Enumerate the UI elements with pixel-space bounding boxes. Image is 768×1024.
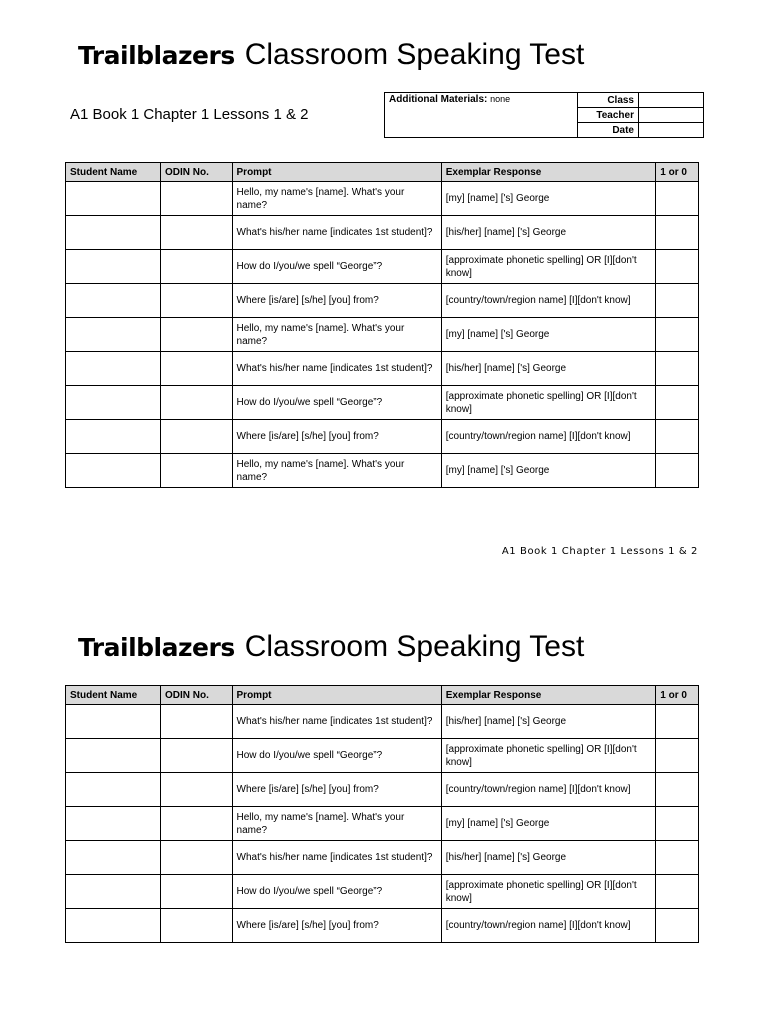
date-field[interactable] [639, 123, 704, 138]
page-footer: A1 Book 1 Chapter 1 Lessons 1 & 2 [501, 546, 698, 557]
table-row [66, 284, 699, 318]
class-label: Class [578, 93, 639, 108]
exemplar-response-cell: [my] [name] ['s] George [441, 182, 656, 216]
student-name-cell[interactable] [66, 352, 161, 386]
odin-number-cell[interactable] [161, 875, 233, 909]
table-row [66, 182, 699, 216]
table-row [66, 216, 699, 250]
odin-number-cell[interactable] [161, 705, 233, 739]
exemplar-response-cell: [his/her] [name] ['s] George [441, 705, 656, 739]
exemplar-response-cell: [my] [name] ['s] George [441, 807, 656, 841]
table-row [66, 909, 699, 943]
brand-logo: Trailblazers [78, 633, 235, 662]
teacher-label: Teacher [578, 108, 639, 123]
speaking-test-table-page1 [65, 162, 699, 488]
prompt-cell: Where [is/are] [s/he] [you] from? [232, 773, 441, 807]
odin-number-cell[interactable] [161, 250, 233, 284]
page-subtitle: A1 Book 1 Chapter 1 Lessons 1 & 2 [70, 106, 309, 123]
prompt-cell: How do I/you/we spell “George”? [232, 875, 441, 909]
column-header-odin-no: ODIN No. [161, 686, 233, 705]
table-row [66, 705, 699, 739]
table-row [66, 386, 699, 420]
prompt-cell: Where [is/are] [s/he] [you] from? [232, 909, 441, 943]
odin-number-cell[interactable] [161, 352, 233, 386]
exemplar-response-cell: [country/town/region name] [I][don't know] [441, 773, 656, 807]
prompt-cell: What's his/her name [indicates 1st student]? [232, 216, 441, 250]
odin-number-cell[interactable] [161, 739, 233, 773]
score-cell[interactable] [656, 705, 699, 739]
exemplar-response-cell: [approximate phonetic spelling] OR [I][don't know] [441, 250, 656, 284]
score-cell[interactable] [656, 352, 699, 386]
score-cell[interactable] [656, 807, 699, 841]
table-row [66, 875, 699, 909]
page1-header [78, 38, 584, 72]
exemplar-response-cell: [approximate phonetic spelling] OR [I][don't know] [441, 875, 656, 909]
additional-materials-label: Additional Materials: [389, 94, 488, 105]
student-name-cell[interactable] [66, 182, 161, 216]
brand-logo: Trailblazers [78, 41, 235, 70]
exemplar-response-cell: [my] [name] ['s] George [441, 454, 656, 488]
table-header-row [66, 686, 699, 705]
table-header-row [66, 163, 699, 182]
exemplar-response-cell: [approximate phonetic spelling] OR [I][don't know] [441, 386, 656, 420]
exemplar-response-cell: [my] [name] ['s] George [441, 318, 656, 352]
column-header-odin-no: ODIN No. [161, 163, 233, 182]
prompt-cell: Hello, my name's [name]. What's your name? [232, 454, 441, 488]
score-cell[interactable] [656, 454, 699, 488]
score-cell[interactable] [656, 875, 699, 909]
additional-materials-cell [385, 93, 578, 138]
materials-info-table [384, 92, 704, 138]
column-header-student-name: Student Name [66, 163, 161, 182]
teacher-field[interactable] [639, 108, 704, 123]
prompt-cell: Hello, my name's [name]. What's your name? [232, 807, 441, 841]
table-row [66, 420, 699, 454]
prompt-cell: What's his/her name [indicates 1st student]? [232, 841, 441, 875]
score-cell[interactable] [656, 773, 699, 807]
class-field[interactable] [639, 93, 704, 108]
exemplar-response-cell: [approximate phonetic spelling] OR [I][don't know] [441, 739, 656, 773]
score-cell[interactable] [656, 318, 699, 352]
table-row [66, 841, 699, 875]
table-row [66, 454, 699, 488]
column-header-prompt: Prompt [232, 163, 441, 182]
table-row [66, 739, 699, 773]
prompt-cell: How do I/you/we spell “George”? [232, 250, 441, 284]
exemplar-response-cell: [his/her] [name] ['s] George [441, 352, 656, 386]
odin-number-cell[interactable] [161, 284, 233, 318]
exemplar-response-cell: [his/her] [name] ['s] George [441, 841, 656, 875]
student-name-cell[interactable] [66, 284, 161, 318]
odin-number-cell[interactable] [161, 841, 233, 875]
prompt-cell: What's his/her name [indicates 1st student]? [232, 705, 441, 739]
student-name-cell[interactable] [66, 909, 161, 943]
prompt-cell: Hello, my name's [name]. What's your name? [232, 182, 441, 216]
score-cell[interactable] [656, 386, 699, 420]
table-row [66, 318, 699, 352]
student-name-cell[interactable] [66, 420, 161, 454]
student-name-cell[interactable] [66, 454, 161, 488]
prompt-cell: What's his/her name [indicates 1st student]? [232, 352, 441, 386]
score-cell[interactable] [656, 216, 699, 250]
speaking-test-table-page2 [65, 685, 699, 943]
score-cell[interactable] [656, 841, 699, 875]
score-cell[interactable] [656, 182, 699, 216]
odin-number-cell[interactable] [161, 216, 233, 250]
odin-number-cell[interactable] [161, 386, 233, 420]
exemplar-response-cell: [country/town/region name] [I][don't know] [441, 909, 656, 943]
exemplar-response-cell: [his/her] [name] ['s] George [441, 216, 656, 250]
score-cell[interactable] [656, 739, 699, 773]
student-name-cell[interactable] [66, 739, 161, 773]
odin-number-cell[interactable] [161, 773, 233, 807]
student-name-cell[interactable] [66, 250, 161, 284]
prompt-cell: How do I/you/we spell “George”? [232, 739, 441, 773]
additional-materials-value: none [490, 94, 511, 104]
odin-number-cell[interactable] [161, 807, 233, 841]
student-name-cell[interactable] [66, 875, 161, 909]
prompt-cell: Hello, my name's [name]. What's your name? [232, 318, 441, 352]
student-name-cell[interactable] [66, 705, 161, 739]
odin-number-cell[interactable] [161, 909, 233, 943]
table-row [66, 250, 699, 284]
prompt-cell: How do I/you/we spell “George”? [232, 386, 441, 420]
odin-number-cell[interactable] [161, 454, 233, 488]
student-name-cell[interactable] [66, 807, 161, 841]
column-header-exemplar-response: Exemplar Response [441, 686, 656, 705]
student-name-cell[interactable] [66, 841, 161, 875]
student-name-cell[interactable] [66, 318, 161, 352]
score-cell[interactable] [656, 284, 699, 318]
table-row [66, 352, 699, 386]
column-header-prompt: Prompt [232, 686, 441, 705]
student-name-cell[interactable] [66, 773, 161, 807]
table-row [66, 807, 699, 841]
column-header-student-name: Student Name [66, 686, 161, 705]
score-cell[interactable] [656, 909, 699, 943]
student-name-cell[interactable] [66, 386, 161, 420]
column-header-exemplar-response: Exemplar Response [441, 163, 656, 182]
page2-header [78, 630, 584, 664]
odin-number-cell[interactable] [161, 318, 233, 352]
column-header-score: 1 or 0 [656, 686, 699, 705]
odin-number-cell[interactable] [161, 182, 233, 216]
table-row [66, 773, 699, 807]
score-cell[interactable] [656, 420, 699, 454]
exemplar-response-cell: [country/town/region name] [I][don't know] [441, 420, 656, 454]
score-cell[interactable] [656, 250, 699, 284]
exemplar-response-cell: [country/town/region name] [I][don't know] [441, 284, 656, 318]
odin-number-cell[interactable] [161, 420, 233, 454]
column-header-score: 1 or 0 [656, 163, 699, 182]
prompt-cell: Where [is/are] [s/he] [you] from? [232, 420, 441, 454]
page-title: Classroom Speaking Test [244, 38, 585, 71]
prompt-cell: Where [is/are] [s/he] [you] from? [232, 284, 441, 318]
student-name-cell[interactable] [66, 216, 161, 250]
date-label: Date [578, 123, 639, 138]
page-title: Classroom Speaking Test [244, 630, 585, 663]
